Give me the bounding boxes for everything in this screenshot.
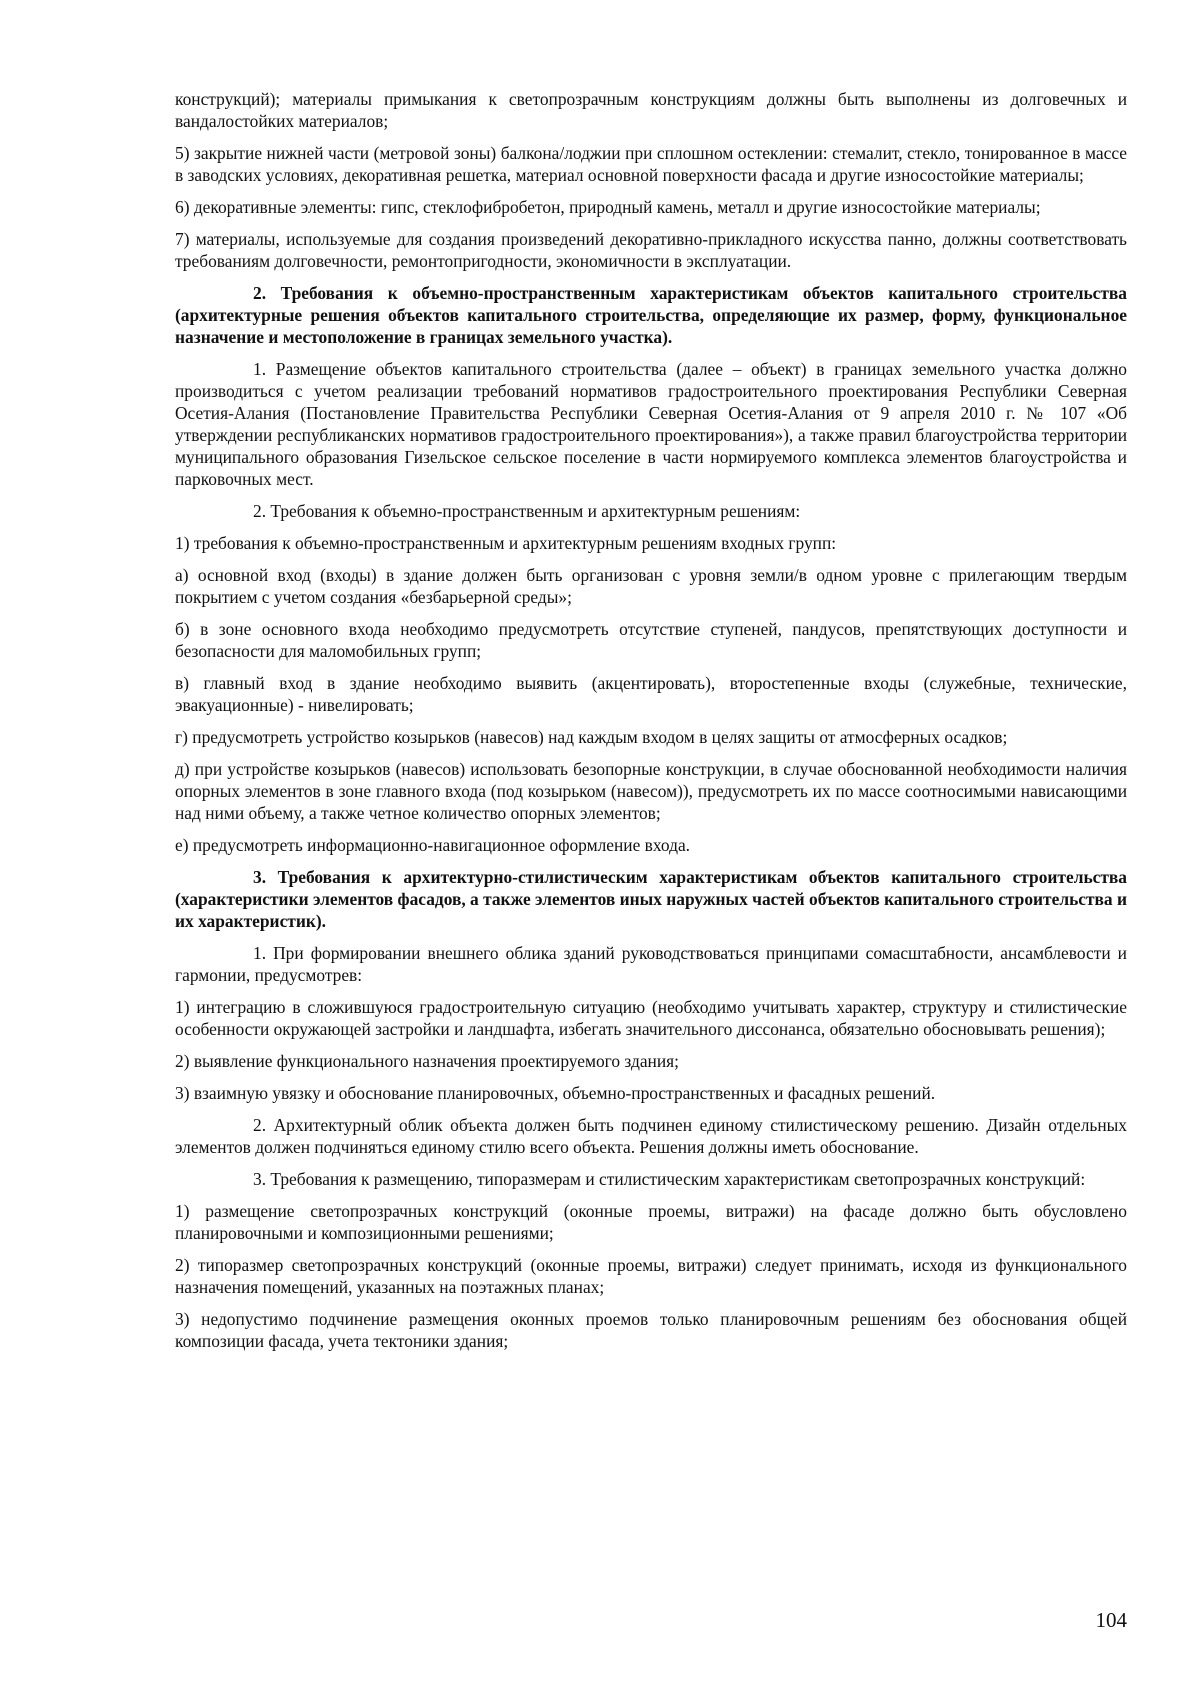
paragraph: 6) декоративные элементы: гипс, стеклофибробетон, природный камень, металл и другие износостойкие материалы; (175, 197, 1041, 217)
paragraph: 3) взаимную увязку и обоснование планировочных, объемно-пространственных и фасадных решений. (175, 1083, 936, 1103)
paragraph: 1. Размещение объектов капитального строительства (далее – объект) в границах земельного участка должно производиться с учетом реализации требований нормативов градостроительного проектирования Республики Северная Осетия-Алания (Постановление Правительства Республики Северная Осетия-Алания от 9 апреля 2010 г. № 107 «Об утверждении республиканских нормативов градостроительного проектирования»), а также правил благоустройства территории муниципального образования Гизельское сельское поселение в части нормируемого комплекса элементов благоустройства и парковочных мест. (175, 359, 1127, 489)
paragraph: конструкций); материалы примыкания к светопрозрачным конструкциям должны быть выполнены из долговечных и вандалостойких материалов; (175, 89, 1127, 131)
paragraph: 1. При формировании внешнего облика зданий руководствоваться принципами сомасштабности, ансамблевости и гармонии, предусмотрев: (175, 943, 1127, 985)
paragraph: 7) материалы, используемые для создания произведений декоративно-прикладного искусства панно, должны соответствовать требованиям долговечности, ремонтопригодности, экономичности в эксплуатации. (175, 229, 1127, 271)
paragraph: в) главный вход в здание необходимо выявить (акцентировать), второстепенные входы (служебные, технические, эвакуационные) - нивелировать; (175, 673, 1127, 715)
paragraph: 1) интеграцию в сложившуюся градостроительную ситуацию (необходимо учитывать характер, структуру и стилистические особенности окружающей застройки и ландшафта, избегать значительного диссонанса, обязательно обосновывать решения); (175, 997, 1127, 1039)
paragraph: г) предусмотреть устройство козырьков (навесов) над каждым входом в целях защиты от атмосферных осадков; (175, 727, 1008, 747)
paragraph: е) предусмотреть информационно-навигационное оформление входа. (175, 835, 691, 855)
paragraph: 2. Требования к объемно-пространственным и архитектурным решениям: (253, 501, 801, 521)
document-page (175, 88, 1127, 1362)
section-heading: 3. Требования к архитектурно-стилистическим характеристикам объектов капитального строительства (характеристики элементов фасадов, а также элементов иных наружных частей объектов капитального строительства и их характеристик). (175, 867, 1127, 931)
paragraph: 1) требования к объемно-пространственным и архитектурным решениям входных групп: (175, 533, 837, 553)
paragraph: 5) закрытие нижней части (метровой зоны) балкона/лоджии при сплошном остеклении: стемалит, стекло, тонированное в массе в заводских условиях, декоративная решетка, материал основной поверхности фасада и другие износостойкие материалы; (175, 143, 1127, 185)
paragraph: б) в зоне основного входа необходимо предусмотреть отсутствие ступеней, пандусов, препятствующих доступности и безопасности для маломобильных групп; (175, 619, 1127, 661)
paragraph: 1) размещение светопрозрачных конструкций (оконные проемы, витражи) на фасаде должно быть обусловлено планировочными и композиционными решениями; (175, 1201, 1127, 1243)
paragraph: 2. Архитектурный облик объекта должен быть подчинен единому стилистическому решению. Дизайн отдельных элементов должен подчиняться единому стилю всего объекта. Решения должны иметь обоснование. (175, 1115, 1127, 1157)
paragraph: 2) выявление функционального назначения проектируемого здания; (175, 1051, 679, 1071)
paragraph: 3) недопустимо подчинение размещения оконных проемов только планировочным решениям без обоснования общей композиции фасада, учета тектоники здания; (175, 1309, 1127, 1351)
page-number: 104 (1095, 1608, 1127, 1632)
paragraph: 3. Требования к размещению, типоразмерам и стилистическим характеристикам светопрозрачных конструкций: (253, 1169, 1086, 1189)
paragraph: 2) типоразмер светопрозрачных конструкций (оконные проемы, витражи) следует принимать, исходя из функционального назначения помещений, указанных на поэтажных планах; (175, 1255, 1127, 1297)
paragraph: а) основной вход (входы) в здание должен быть организован с уровня земли/в одном уровне с прилегающим твердым покрытием с учетом создания «безбарьерной среды»; (175, 565, 1127, 607)
paragraph: д) при устройстве козырьков (навесов) использовать безопорные конструкции, в случае обоснованной необходимости наличия опорных элементов в зоне главного входа (под козырьком (навесом)), предусмотреть их по массе соотносимыми нависающими над ними объему, а также четное количество опорных элементов; (175, 759, 1127, 823)
section-heading: 2. Требования к объемно-пространственным характеристикам объектов капитального строительства (архитектурные решения объектов капитального строительства, определяющие их размер, форму, функциональное назначение и местоположение в границах земельного участка). (175, 283, 1127, 347)
